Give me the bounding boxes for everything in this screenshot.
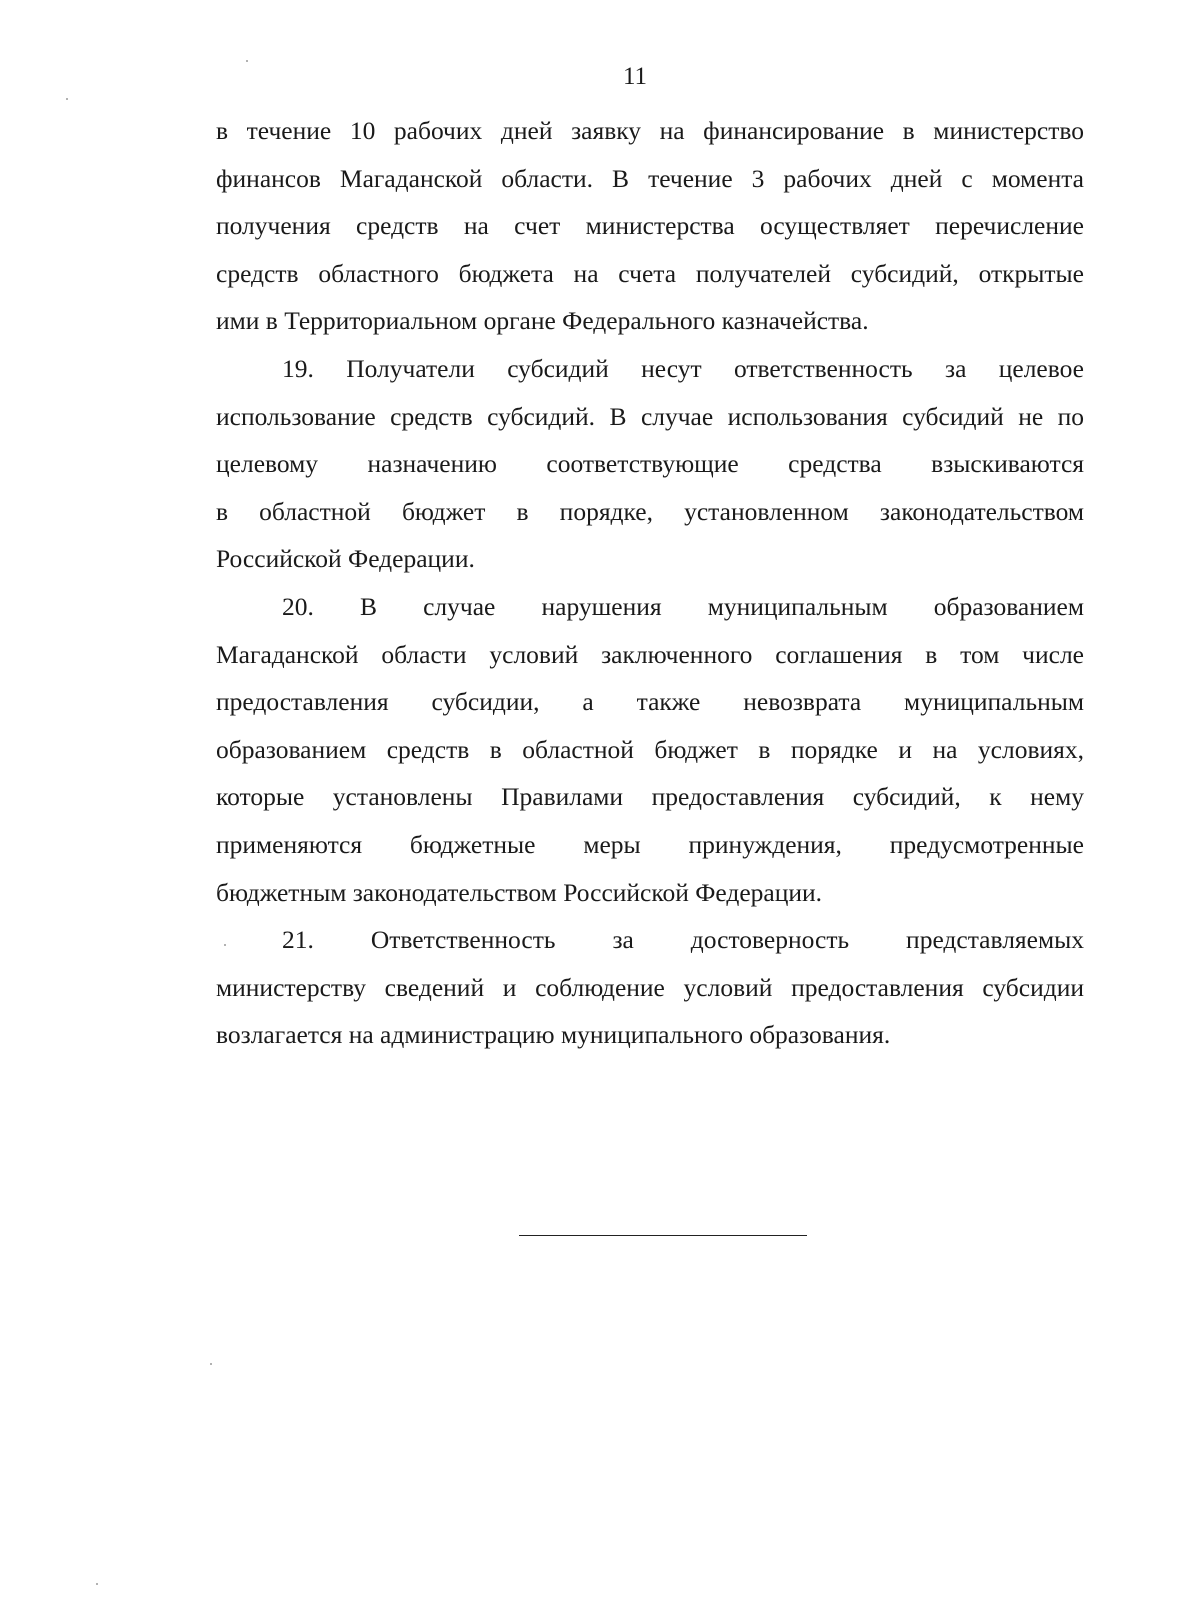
scan-speck [210,1363,212,1365]
text-line: использование средств субсидий. В случае использования субсидий не по [216,401,1084,431]
scan-speck [224,944,226,946]
scan-speck [66,98,68,100]
page-number: 11 [622,63,648,90]
text-line: средств областного бюджета на счета получателей субсидий, открытые [216,258,1084,288]
text-line: возлагается на администрацию муниципального образования. [216,1020,891,1050]
text-line: Российской Федерации. [216,544,475,574]
scan-speck [96,1583,98,1585]
paragraph-21 [216,916,1084,1059]
text-line: 21. Ответственность за достоверность представляемых [282,925,1084,955]
text-line: предоставления субсидии, а также невозврата муниципальным [216,687,1084,717]
text-line: которые установлены Правилами предоставления субсидий, к нему [216,782,1084,812]
text-line: 20. В случае нарушения муниципальным образованием [282,591,1084,621]
document-body [216,107,1084,1059]
paragraph-20 [216,583,1084,916]
text-line: Магаданской области условий заключенного соглашения в том числе [216,639,1084,669]
paragraph-18-continuation [216,107,1084,345]
text-line: финансов Магаданской области. В течение 3 рабочих дней с момента [216,163,1084,193]
scan-speck [246,60,248,62]
text-line: образованием средств в областной бюджет в порядке и на условиях, [216,734,1084,764]
text-line: получения средств на счет министерства осуществляет перечисление [216,211,1084,241]
text-line: в областной бюджет в порядке, установленном законодательством [216,496,1084,526]
text-line: в течение 10 рабочих дней заявку на финансирование в министерство [216,116,1084,145]
text-line: применяются бюджетные меры принуждения, предусмотренные [216,829,1084,859]
text-line: министерству сведений и соблюдение условий предоставления субсидии [216,972,1084,1002]
text-line: ими в Территориальном органе Федерального казначейства. [216,306,869,336]
closing-horizontal-rule [519,1235,807,1236]
paragraph-19 [216,345,1084,583]
text-line: бюджетным законодательством Российской Федерации. [216,877,823,907]
text-line: 19. Получатели субсидий несут ответственность за целевое [282,353,1084,383]
text-line: целевому назначению соответствующие средства взыскиваются [216,449,1084,479]
